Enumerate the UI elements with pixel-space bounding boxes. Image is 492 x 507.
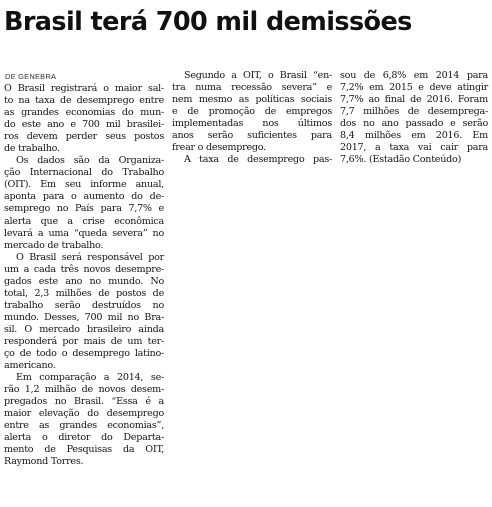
- article-line: semprego no País para 7,7% e: [4, 203, 164, 215]
- article-line: rão 1,2 milhão de novos desem-: [4, 384, 164, 396]
- article-line: 7,7 milhões de desemprega-: [340, 106, 488, 118]
- article-line: Em comparação a 2014, se-: [16, 372, 164, 384]
- article-line: gados este ano no mundo. No: [4, 275, 164, 287]
- dateline: DE GENEBRA: [5, 72, 57, 81]
- article-line: 7,7% ao final de 2016. Foram: [340, 94, 488, 106]
- article-line: alerta que a crise econômica: [4, 215, 164, 227]
- article-column-1: [4, 83, 164, 469]
- article-line: sil. O mercado brasileiro ainda: [4, 323, 164, 335]
- article-line: O Brasil será responsável por: [16, 251, 164, 263]
- article-column-2: [172, 70, 332, 166]
- article-paragraph: [4, 155, 164, 251]
- article-line: nem mesmo as políticas sociais: [172, 94, 332, 106]
- article-line: 2017, a taxa vai cair para: [340, 142, 488, 154]
- article-column-3: [340, 70, 488, 166]
- article-line: 7,2% em 2015 e deve atingir: [340, 82, 488, 94]
- article-line: e de promoção de empregos: [172, 106, 332, 118]
- article-line: A taxa de desemprego pas-: [184, 154, 332, 166]
- article-line: responderá por mais de um ter-: [4, 335, 164, 347]
- article-line: maior elevação do desemprego: [4, 408, 164, 420]
- article-line: americano.: [4, 360, 56, 372]
- article-line: entre as grandes economias”,: [4, 420, 164, 432]
- article-line: sou de 6,8% em 2014 para: [340, 70, 488, 81]
- article-line: total, 2,3 milhões de postos de: [4, 287, 164, 299]
- article-paragraph: [4, 372, 164, 468]
- article-line: mundo. Desses, 700 mil no Bra-: [4, 311, 164, 323]
- article-line: de trabalho.: [4, 143, 60, 155]
- article-line: Segundo a OIT, o Brasil “en-: [184, 70, 332, 81]
- article-line: alerta o diretor do Departa-: [4, 432, 164, 444]
- article-line: Raymond Torres.: [4, 456, 84, 468]
- article-line: mercado de trabalho.: [4, 239, 104, 251]
- article-paragraph: [4, 252, 164, 372]
- article-paragraph: [4, 83, 164, 155]
- article-line: do este ano e 700 mil brasilei-: [4, 119, 164, 131]
- article-paragraph: [340, 70, 488, 166]
- article-line: mento de Pesquisas da OIT,: [4, 444, 164, 456]
- article-line: aponta para o aumento do de-: [4, 191, 164, 203]
- article-headline: Brasil terá 700 mil demissões: [4, 7, 412, 37]
- article-line: tra numa recessão severa” e: [172, 82, 332, 94]
- article-line: ros devem perder seus postos: [4, 131, 164, 143]
- article-line: um a cada três novos desempre-: [4, 263, 164, 275]
- article-line: to na taxa de desemprego entre: [4, 95, 164, 107]
- article-line: levará a uma “queda severa” no: [4, 227, 164, 239]
- article-line: dos no ano passado e serão: [340, 118, 488, 130]
- article-line: pregados no Brasil. “Essa é a: [4, 396, 164, 408]
- article-paragraph: [172, 154, 332, 166]
- article-line: 8,4 milhões em 2016. Em: [340, 130, 488, 142]
- article-line: ção Internacional do Trabalho: [4, 167, 164, 179]
- article-paragraph: [172, 70, 332, 154]
- article-line: as grandes economias do mun-: [4, 107, 164, 119]
- article-line: ço de todo o desemprego latino-: [4, 348, 164, 360]
- article-line: trabalho serão destruídos no: [4, 299, 164, 311]
- article-line: frear o desemprego.: [172, 142, 266, 154]
- article-line: O Brasil registrará o maior sal-: [4, 83, 164, 94]
- article-line: 7,6%. (Estadão Conteúdo): [340, 154, 462, 166]
- article-line: Os dados são da Organiza-: [16, 155, 164, 167]
- article-line: (OIT). Em seu informe anual,: [4, 179, 164, 191]
- article-line: implementadas nos últimos: [172, 118, 332, 130]
- article-line: anos serão suficientes para: [172, 130, 332, 142]
